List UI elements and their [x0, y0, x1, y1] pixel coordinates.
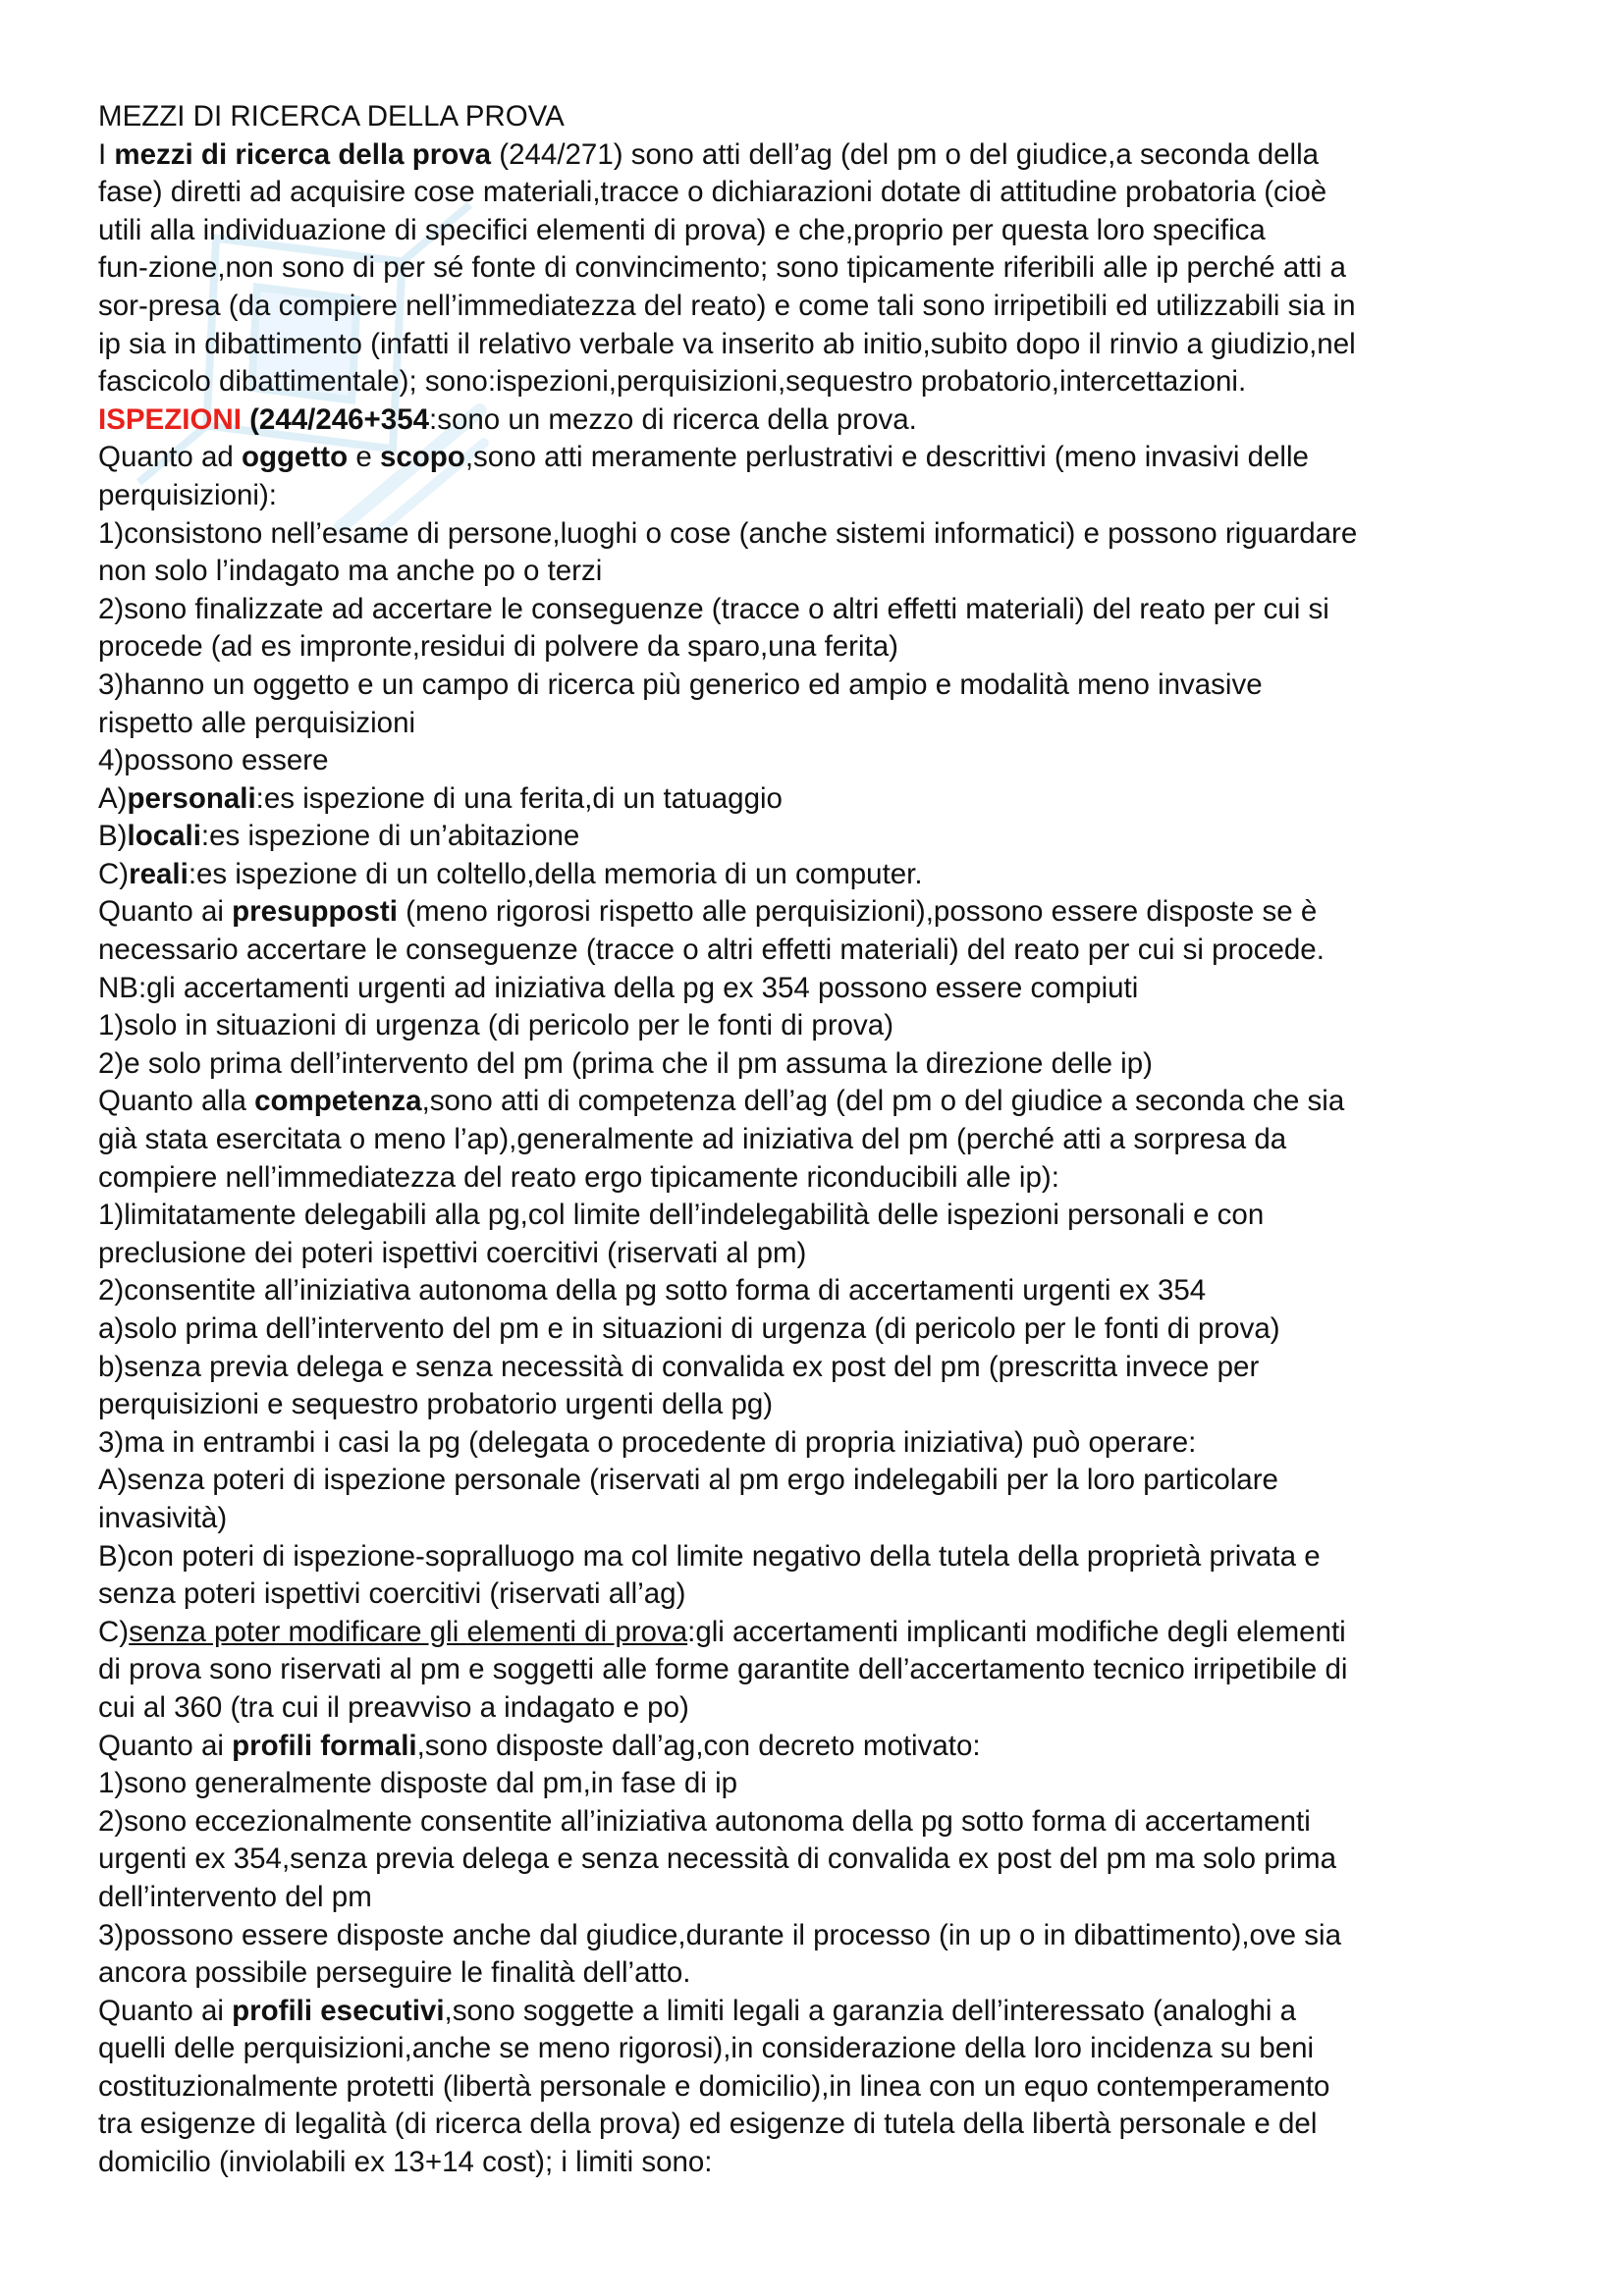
bold-term: presupposti [232, 895, 398, 929]
bold-term: profili esecutivi [232, 1994, 445, 2027]
text-line [98, 1500, 1542, 1538]
text-run: b)senza previa delega e senza necessità di convalida ex post del pm (prescritta invece per [98, 1350, 1260, 1383]
text-line [98, 1197, 1542, 1235]
text-run: fascicolo dibattimentale); sono:ispezioni,perquisizioni,sequestro probatorio,intercettazioni. [98, 365, 1247, 399]
text-line [98, 818, 1542, 856]
text-run: :es ispezione di un coltello,della memoria di un computer. [188, 857, 923, 890]
text-line [98, 1310, 1542, 1349]
text-run: 2)consentite all’iniziativa autonoma della pg sotto forma di accertamenti urgenti ex 354 [98, 1274, 1207, 1308]
text-run: senza poteri ispettivi coercitivi (riservati all’ag) [98, 1577, 686, 1611]
bold-term: scopo [379, 441, 465, 474]
text-line [98, 705, 1542, 743]
text-line [98, 1045, 1542, 1084]
document-title [98, 98, 1542, 136]
text-line [98, 1614, 1542, 1652]
text-run: necessario accertare le conseguenze (tracce o altri effetti materiali) del reato per cui si procede. [98, 934, 1325, 967]
text-run: fase) diretti ad acquisire cose materiali,tracce o dichiarazioni dotate di attitudine probatoria (cioè [98, 176, 1327, 209]
text-run: B)con poteri di ispezione-sopralluogo ma col limite negativo della tutela della proprietà privata e [98, 1539, 1321, 1573]
text-run: cui al 360 (tra cui il preavviso a indagato e po) [98, 1690, 689, 1724]
text-run: 3)possono essere disposte anche dal giudice,durante il processo (in up o in dibattimento),ove sia [98, 1918, 1341, 1951]
text-run: urgenti ex 354,senza previa delega e senza necessità di convalida ex post del pm ma solo prima [98, 1842, 1337, 1876]
text-run: 2)e solo prima dell’intervento del pm (prima che il pm assuma la direzione delle ip) [98, 1046, 1153, 1080]
bold-term: locali [127, 820, 201, 853]
text-run: ,sono soggette a limiti legali a garanzia dell’interessato (analoghi a [444, 1994, 1297, 2027]
text-line [98, 288, 1542, 326]
text-run: ,sono atti di competenza dell’ag (del pm o del giudice a seconda che sia [421, 1085, 1345, 1118]
text-run: quelli delle perquisizioni,anche se meno rigorosi),in considerazione della loro incidenza su beni [98, 2032, 1315, 2065]
text-line [98, 1462, 1542, 1500]
text-run: costituzionalmente protetti (libertà personale e domicilio),in linea con un equo contemperamento [98, 2069, 1330, 2103]
text-line [98, 249, 1542, 288]
text-line [98, 970, 1542, 1008]
text-line [98, 1841, 1542, 1879]
text-line [98, 1651, 1542, 1689]
text-run: domicilio (inviolabili ex 13+14 cost); i limiti sono: [98, 2146, 713, 2179]
text-run: I [98, 137, 115, 171]
text-run: perquisizioni e sequestro probatorio urgenti della pg) [98, 1388, 774, 1421]
text-line [98, 1993, 1542, 2031]
text-run: Quanto ai [98, 1994, 233, 2027]
text-line [98, 742, 1542, 780]
text-line [98, 439, 1542, 477]
text-line [98, 1538, 1542, 1576]
text-line [98, 1954, 1542, 1993]
text-run: fun-zione,non sono di per sé fonte di convincimento; sono tipicamente riferibili alle ip perché atti a [98, 251, 1346, 285]
text-run: 1)limitatamente delegabili alla pg,col limite dell’indelegabilità delle ispezioni personali e con [98, 1199, 1265, 1232]
bold-term: personali [127, 781, 256, 815]
section-heading-ispezioni [98, 401, 1542, 440]
text-run: 1)sono generalmente disposte dal pm,in fase di ip [98, 1767, 738, 1800]
text-run: a)solo prima dell’intervento del pm e in situazioni di urgenza (di pericolo per le fonti di prova) [98, 1312, 1280, 1345]
text-line [98, 1917, 1542, 1955]
text-run: 4)possono essere [98, 744, 329, 777]
text-run: Quanto ai [98, 1729, 233, 1762]
text-run: compiere nell’immediatezza del reato ergo tipicamente riconducibili alle ip): [98, 1160, 1059, 1194]
text-line [98, 1424, 1542, 1463]
text-line [98, 667, 1542, 705]
text-run: 1)solo in situazioni di urgenza (di pericolo per le fonti di prova) [98, 1009, 894, 1042]
text-line [98, 591, 1542, 629]
text-line [98, 212, 1542, 250]
text-run: Quanto ad [98, 441, 242, 474]
text-run: C) [98, 857, 130, 890]
text-run: rispetto alle perquisizioni [98, 706, 416, 739]
text-run: 2)sono finalizzate ad accertare le conseguenze (tracce o altri effetti materiali) del reato per cui si [98, 592, 1329, 625]
text-run: NB:gli accertamenti urgenti ad iniziativa della pg ex 354 possono essere compiuti [98, 971, 1139, 1004]
text-line [98, 893, 1542, 932]
text-line [98, 515, 1542, 554]
text-run: di prova sono riservati al pm e soggetti alle forme garantite dell’accertamento tecnico irripetibile di [98, 1653, 1348, 1686]
text-run: dell’intervento del pm [98, 1880, 372, 1913]
text-run: Quanto alla [98, 1085, 255, 1118]
text-line [98, 1765, 1542, 1803]
text-line [98, 477, 1542, 515]
text-run: utili alla individuazione di specifici elementi di prova) e che,proprio per questa loro specifica [98, 213, 1266, 246]
text-line [98, 1235, 1542, 1273]
text-line [98, 1728, 1542, 1766]
text-line [98, 2068, 1542, 2107]
text-run: preclusione dei poteri ispettivi coercitivi (riservati al pm) [98, 1236, 807, 1269]
text-run: (244/271) sono atti dell’ag (del pm o del giudice,a seconda della [491, 137, 1320, 171]
text-run: ,sono atti meramente perlustrativi e descrittivi (meno invasivi delle [464, 441, 1309, 474]
text-line [98, 1121, 1542, 1159]
text-run: procede (ad es impronte,residui di polvere da sparo,una ferita) [98, 630, 898, 664]
text-run: ,sono disposte dall’ag,con decreto motivato: [416, 1729, 981, 1762]
text-run: B) [98, 820, 128, 853]
text-run: sor-presa (da compiere nell’immediatezza del reato) e come tali sono irripetibili ed utilizzabili sia in [98, 289, 1356, 322]
section-heading-text: ISPEZIONI [98, 402, 242, 436]
text-run: ip sia in dibattimento (infatti il relativo verbale va inserito ab initio,subito dopo il rinvio a giudizio,nel [98, 327, 1356, 360]
bold-term: competenza [254, 1085, 422, 1118]
text-line [98, 363, 1542, 401]
text-run: (meno rigorosi rispetto alle perquisizioni),possono essere disposte se è [397, 895, 1318, 929]
text-line [98, 1083, 1542, 1121]
text-run: tra esigenze di legalità (di ricerca della prova) ed esigenze di tutela della libertà personale e del [98, 2108, 1318, 2141]
text-line [98, 1272, 1542, 1310]
text-line [98, 1349, 1542, 1387]
text-run: già stata esercitata o meno l’ap),generalmente ad iniziativa del pm (perché atti a sorpresa da [98, 1123, 1287, 1156]
text-run: A) [98, 781, 128, 815]
text-run: 3)hanno un oggetto e un campo di ricerca più generico ed ampio e modalità meno invasive [98, 667, 1263, 701]
text-line [98, 1007, 1542, 1045]
title-text: MEZZI DI RICERCA DELLA PROVA [98, 100, 565, 133]
text-line [98, 2144, 1542, 2182]
bold-term: oggetto [241, 441, 349, 474]
text-run: :es ispezione di una ferita,di un tatuaggio [255, 781, 783, 815]
text-run: non solo l’indagato ma anche po o terzi [98, 555, 603, 588]
text-run: perquisizioni): [98, 478, 277, 511]
text-line [98, 326, 1542, 364]
bold-term: profili formali [232, 1729, 417, 1762]
document-body [98, 98, 1542, 2182]
text-run: 2)sono eccezionalmente consentite all’iniziativa autonoma della pg sotto forma di accertamenti [98, 1804, 1311, 1838]
text-line [98, 1159, 1542, 1198]
bold-term: 244/246+354 [258, 402, 430, 436]
text-line [98, 932, 1542, 970]
text-run: ancora possibile perseguire le finalità dell’atto. [98, 1956, 691, 1990]
text-line [98, 1386, 1542, 1424]
text-run: A)senza poteri di ispezione personale (riservati al pm ergo indelegabili per la loro particolare [98, 1464, 1278, 1497]
text-line [98, 174, 1542, 212]
text-run: :sono un mezzo di ricerca della prova. [429, 402, 917, 436]
text-line [98, 136, 1542, 175]
text-line [98, 1689, 1542, 1728]
text-line [98, 780, 1542, 819]
text-line [98, 1575, 1542, 1614]
text-run: invasività) [98, 1501, 228, 1534]
text-run: 3)ma in entrambi i casi la pg (delegata o procedente di propria iniziativa) può operare: [98, 1425, 1197, 1459]
text-run: C) [98, 1615, 130, 1648]
text-line [98, 553, 1542, 591]
text-run: e [348, 441, 380, 474]
text-line [98, 1803, 1542, 1842]
text-line [98, 2106, 1542, 2144]
text-line [98, 2030, 1542, 2068]
text-line [98, 628, 1542, 667]
text-run: ( [241, 402, 259, 436]
text-run: Quanto ai [98, 895, 233, 929]
bold-term: reali [129, 857, 189, 890]
underlined-term: senza poter modificare gli elementi di prova [129, 1615, 688, 1648]
text-line [98, 1879, 1542, 1917]
text-run: :es ispezione di un’abitazione [200, 820, 580, 853]
text-line [98, 856, 1542, 894]
bold-term: mezzi di ricerca della prova [114, 137, 492, 171]
text-run: 1)consistono nell’esame di persone,luoghi o cose (anche sistemi informatici) e possono riguardare [98, 516, 1358, 550]
text-run: :gli accertamenti implicanti modifiche degli elementi [687, 1615, 1346, 1648]
